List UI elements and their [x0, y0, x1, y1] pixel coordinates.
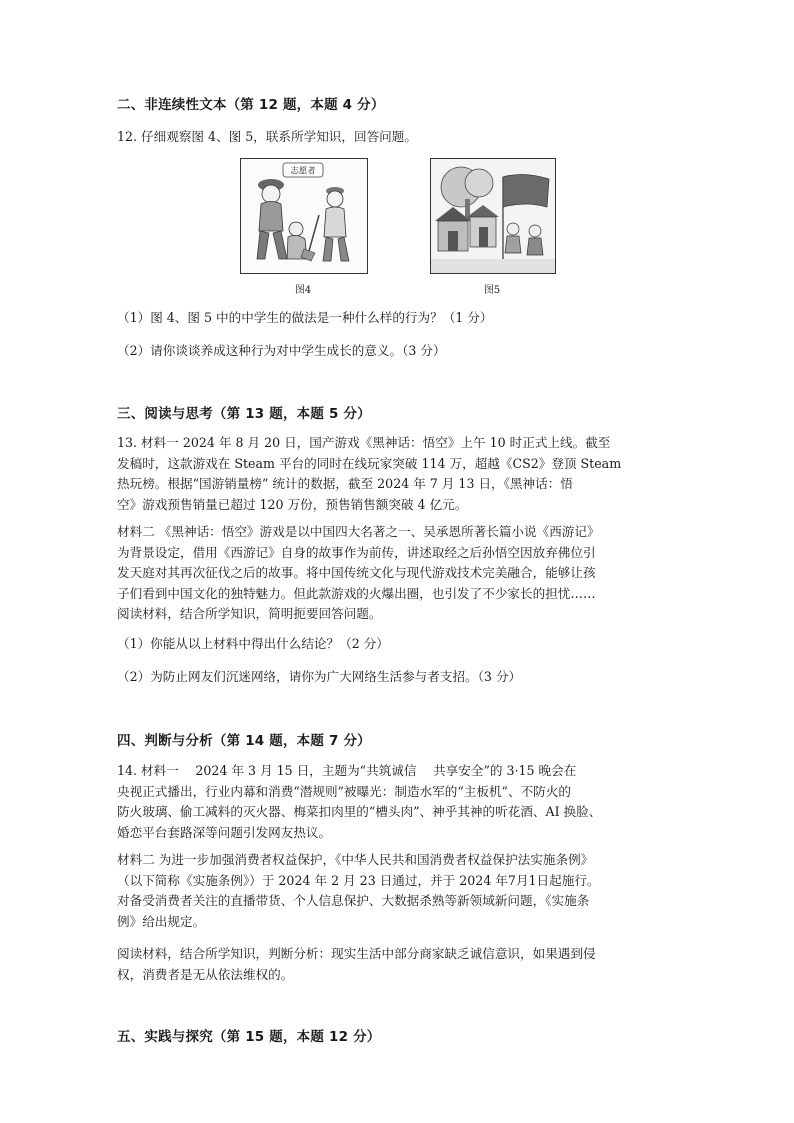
q12-stem: 12. 仔细观察图 4、图 5，联系所学知识，回答问题。	[117, 129, 417, 144]
text-line: 央视正式播出，行业内幕和消费“潜规则”被曝光：制造水军的“主板机”、不防火的	[117, 783, 571, 799]
text-line: 材料二 为进一步加强消费者权益保护，《中华人民共和国消费者权益保护法实施条例》	[117, 852, 594, 867]
text-line: 例》给出规定。	[117, 913, 206, 929]
text-line: 空》游戏预售销量已超过 120 万份，预售销售额突破 4 亿元。	[117, 496, 468, 512]
q13-material-1	[117, 433, 682, 515]
text-line: 发稿时，这款游戏在 Steam 平台的同时在线玩家突破 114 万，超越《CS2》登顶 Steam	[117, 455, 622, 471]
q13-sub2: （2）为防止网友们沉迷网络，请你为广大网络生活参与者支招。（3 分）	[117, 669, 522, 684]
q12-sub1: （1）图 4、图 5 中的中学生的做法是一种什么样的行为？（1 分）	[117, 310, 493, 325]
text-line: 子们看到中国文化的独特魅力。但此款游戏的火爆出圈，也引发了不少家长的担忧……	[117, 585, 596, 601]
text-line: 对备受消费者关注的直播带货、个人信息保护、大数据杀熟等新领域新问题，《实施条	[117, 893, 590, 908]
text-line: 热玩榜。根据“国游销量榜” 统计的数据，截至 2024 年 7 月 13 日，《黑神话：悟	[117, 476, 573, 491]
figure-5-image	[430, 158, 556, 274]
q14-material-1	[117, 761, 682, 843]
section-5-heading: 五、实践与探究（第 15 题，本题 12 分）	[117, 1029, 381, 1045]
q14-material-2	[117, 850, 682, 932]
figure-4-image	[240, 158, 368, 274]
q14-task	[117, 944, 682, 985]
village-cleanup-illustration	[431, 159, 555, 273]
text-line: 13. 材料一 2024 年 8 月 20 日，国产游戏《黑神话：悟空》上午 10 时正式上线。截至	[117, 435, 611, 450]
figure-5-caption: 图5	[483, 285, 501, 296]
text-line: 权，消费者是无从依法维权的。	[117, 966, 294, 982]
text-line: 阅读材料，结合所学知识，简明扼要回答问题。	[117, 606, 382, 621]
q13-material-2	[117, 522, 682, 625]
section-2-heading: 二、非连续性文本（第 12 题，本题 4 分）	[117, 97, 385, 113]
section-4-heading: 四、判断与分析（第 14 题，本题 7 分）	[117, 733, 371, 749]
text-line: 防火玻璃、偷工减料的灭火器、梅菜扣肉里的“槽头肉”、神乎其神的听花酒、AI 换脸、	[117, 804, 602, 819]
section-3-heading: 三、阅读与思考（第 13 题，本题 5 分）	[117, 406, 371, 422]
text-line: 14. 材料一 2024 年 3 月 15 日，主题为“共筑诚信 共享安全”的 3·15 晚会在	[117, 763, 577, 778]
text-line: 为背景设定，借用《西游记》自身的故事作为前传，讲述取经之后孙悟空因放弃佛位引	[117, 544, 596, 560]
text-line: 阅读材料，结合所学知识，判断分析：现实生活中部分商家缺乏诚信意识，如果遇到侵	[117, 946, 596, 961]
text-line: 发天庭对其再次征伐之后的故事。将中国传统文化与现代游戏技术完美融合，能够让孩	[117, 565, 596, 580]
text-line: 婚恋平台套路深等问题引发网友热议。	[117, 824, 332, 840]
text-line: 材料二 《黑神话：悟空》游戏是以中国四大名著之一、吴承恩所著长篇小说《西游记》	[117, 524, 600, 539]
q12-sub2: （2）请你谈谈养成这种行为对中学生成长的意义。（3 分）	[117, 343, 446, 358]
q13-sub1: （1）你能从以上材料中得出什么结论？（2 分）	[117, 636, 389, 651]
text-line: （以下简称《实施条例》）于 2024 年 2 月 23 日通过，并于 2024 年7月1日起施行。	[117, 872, 600, 888]
figure-4-caption: 图4	[294, 285, 312, 296]
volunteer-illustration	[241, 159, 367, 273]
volunteer-banner-text: 志愿者	[290, 166, 316, 177]
